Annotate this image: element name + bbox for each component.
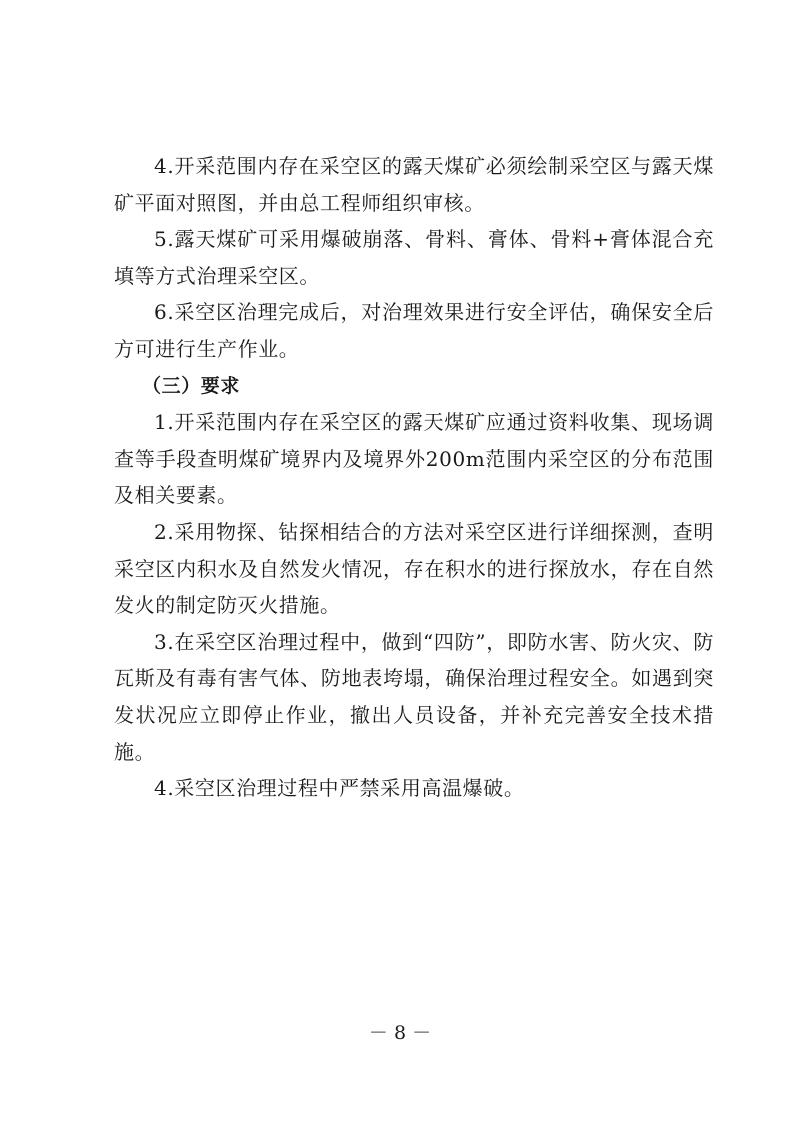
page-number: － 8 － bbox=[368, 1022, 432, 1044]
section-heading: （三）要求 bbox=[142, 374, 241, 397]
requirement-4: 4.采空区治理过程中严禁采用高温爆破。 bbox=[154, 776, 525, 801]
requirement-1: 1.开采范围内存在采空区的露天煤矿应通过资料收集、现场调查等手段查明煤矿境界内及境界外200m范围内采空区的分布范围及相关要素。 bbox=[114, 410, 714, 508]
document-body bbox=[114, 148, 714, 807]
requirement-2: 2.采用物探、钻探相结合的方法对采空区进行详细探测，查明采空区内积水及自然发火情况，存在积水的进行探放水，存在自然发火的制定防灭火措施。 bbox=[114, 519, 714, 618]
requirement-3: 3.在采空区治理过程中，做到“四防”，即防水害、防火灾、防瓦斯及有毒有害气体、防地表垮塌，确保治理过程安全。如遇到突发状况应立即停止作业，撤出人员设备，并补充完善安全技术措施。 bbox=[114, 629, 714, 764]
paragraph-4: 4.开采范围内存在采空区的露天煤矿必须绘制采空区与露天煤矿平面对照图，并由总工程师组织审核。 bbox=[114, 154, 714, 215]
paragraph-5: 5.露天煤矿可采用爆破崩落、骨料、膏体、骨料+膏体混合充填等方式治理采空区。 bbox=[114, 227, 714, 288]
paragraph-6: 6.采空区治理完成后，对治理效果进行安全评估，确保安全后方可进行生产作业。 bbox=[114, 300, 714, 361]
